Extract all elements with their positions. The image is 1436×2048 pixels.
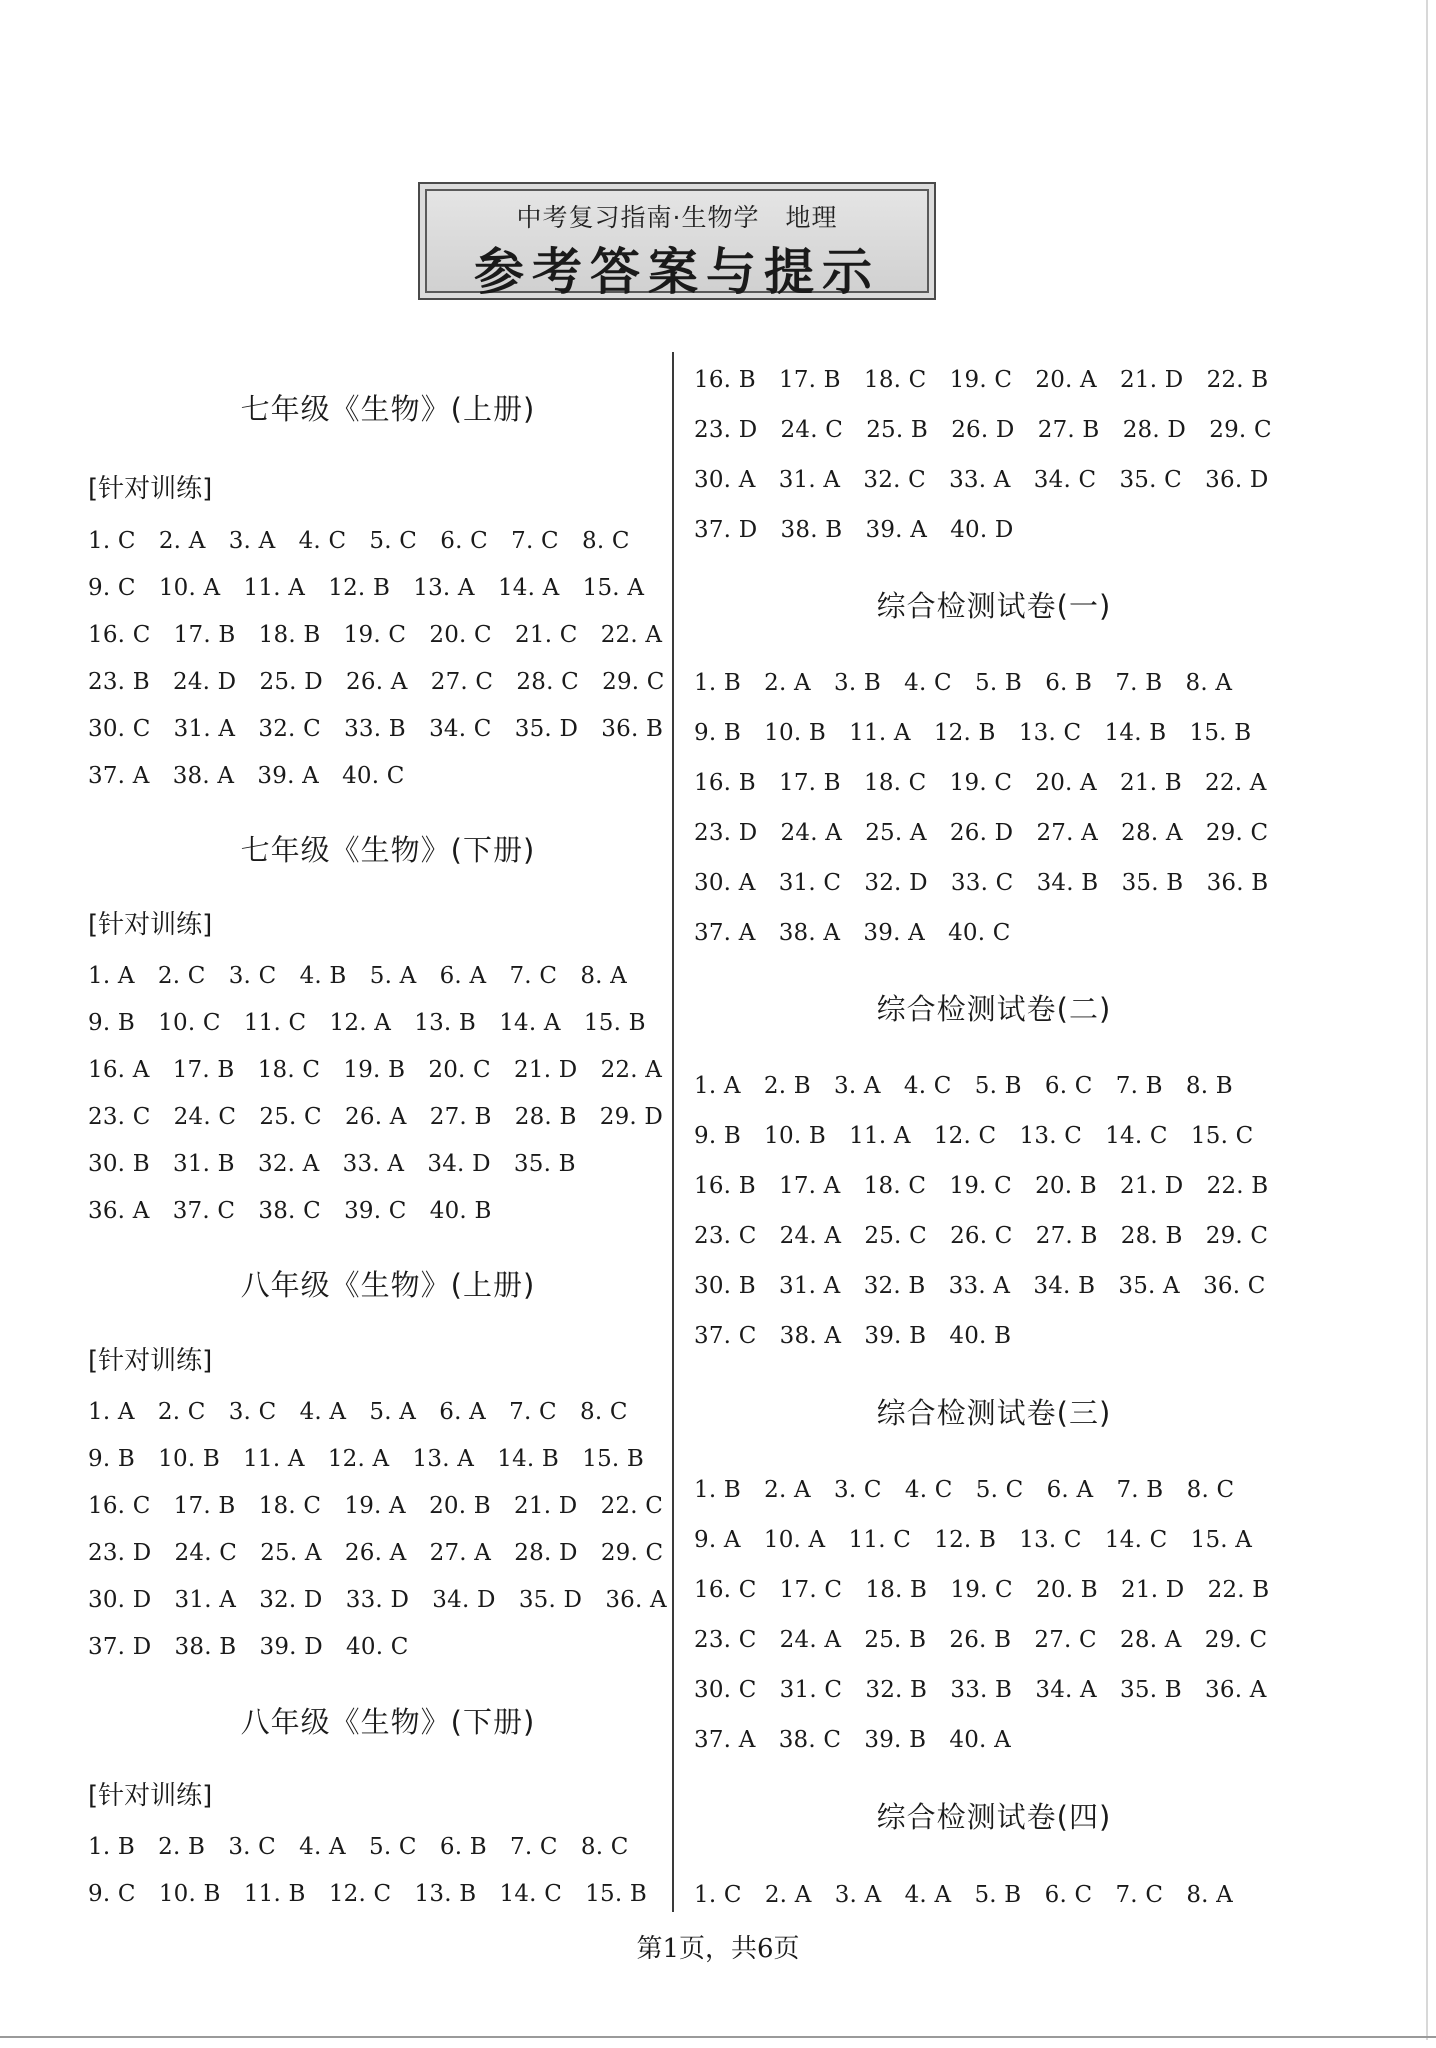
book-subtitle: 中考复习指南·生物学 地理 (516, 203, 838, 232)
training-label: [针对训练] (88, 1781, 213, 1811)
training-label: [针对训练] (88, 474, 213, 504)
answer-line: 9. A 10. A 11. C 12. B 13. C 14. C 15. A (694, 1527, 1253, 1553)
training-label: [针对训练] (88, 910, 213, 940)
answer-line: 36. A 37. C 38. C 39. C 40. B (88, 1198, 492, 1224)
answer-line: 1. B 2. A 3. C 4. C 5. C 6. A 7. B 8. C (694, 1477, 1235, 1503)
answer-line: 30. C 31. C 32. B 33. B 34. A 35. B 36. A (694, 1677, 1267, 1703)
answer-line: 30. B 31. A 32. B 33. A 34. B 35. A 36. C (694, 1273, 1266, 1299)
answer-line: 16. A 17. B 18. C 19. B 20. C 21. D 22. A (88, 1057, 663, 1083)
answer-line: 23. D 24. A 25. A 26. D 27. A 28. A 29. C (694, 820, 1269, 846)
answer-line: 16. C 17. B 18. B 19. C 20. C 21. C 22. A (88, 622, 663, 648)
answer-line: 16. B 17. A 18. C 19. C 20. B 21. D 22. B (694, 1173, 1269, 1199)
answer-line: 30. C 31. A 32. C 33. B 34. C 35. D 36. B (88, 716, 664, 742)
answer-title: 参考答案与提示 (474, 243, 880, 301)
answer-line: 9. C 10. A 11. A 12. B 13. A 14. A 15. A (88, 575, 645, 601)
page-number: 第1页，共6页 (636, 1934, 800, 1964)
answer-line: 9. C 10. B 11. B 12. C 13. B 14. C 15. B (88, 1881, 647, 1907)
answer-line: 30. A 31. C 32. D 33. C 34. B 35. B 36. B (694, 870, 1269, 896)
answer-line: 37. D 38. B 39. A 40. D (694, 517, 1014, 543)
training-label: [针对训练] (88, 1346, 213, 1376)
section-title-test-3: 综合检测试卷(三) (876, 1396, 1112, 1430)
answer-line: 30. A 31. A 32. C 33. A 34. C 35. C 36. D (694, 467, 1269, 493)
answer-line: 23. C 24. A 25. C 26. C 27. B 28. B 29. C (694, 1223, 1269, 1249)
answer-line: 1. B 2. B 3. C 4. A 5. C 6. B 7. C 8. C (88, 1834, 629, 1860)
answer-line: 30. B 31. B 32. A 33. A 34. D 35. B (88, 1151, 576, 1177)
page-bottom-edge (0, 2036, 1436, 2038)
section-title-grade8-up: 八年级《生物》(上册) (240, 1268, 536, 1302)
answer-line: 16. C 17. B 18. C 19. A 20. B 21. D 22. C (88, 1493, 664, 1519)
answer-line: 23. C 24. A 25. B 26. B 27. C 28. A 29. C (694, 1627, 1268, 1653)
answer-line: 1. C 2. A 3. A 4. C 5. C 6. C 7. C 8. C (88, 528, 630, 554)
answer-line: 1. C 2. A 3. A 4. A 5. B 6. C 7. C 8. A (694, 1882, 1233, 1908)
answer-line: 37. A 38. A 39. A 40. C (694, 920, 1011, 946)
answer-line: 16. C 17. C 18. B 19. C 20. B 21. D 22. B (694, 1577, 1270, 1603)
section-title-grade8-down: 八年级《生物》(下册) (240, 1705, 536, 1739)
answer-line: 9. B 10. B 11. A 12. C 13. C 14. C 15. C (694, 1123, 1254, 1149)
answer-line: 1. A 2. B 3. A 4. C 5. B 6. C 7. B 8. B (694, 1073, 1233, 1099)
answer-line: 23. B 24. D 25. D 26. A 27. C 28. C 29. C (88, 669, 665, 695)
answer-line: 1. A 2. C 3. C 4. B 5. A 6. A 7. C 8. A (88, 963, 627, 989)
answer-line: 9. B 10. B 11. A 12. A 13. A 14. B 15. B (88, 1446, 645, 1472)
section-title-grade7-down: 七年级《生物》(下册) (240, 833, 536, 867)
column-divider (672, 352, 674, 1912)
answer-line: 9. B 10. C 11. C 12. A 13. B 14. A 15. B (88, 1010, 646, 1036)
answer-line: 37. C 38. A 39. B 40. B (694, 1323, 1012, 1349)
answer-line: 9. B 10. B 11. A 12. B 13. C 14. B 15. B (694, 720, 1252, 746)
section-title-test-2: 综合检测试卷(二) (876, 992, 1112, 1026)
answer-line: 1. B 2. A 3. B 4. C 5. B 6. B 7. B 8. A (694, 670, 1233, 696)
answer-line: 30. D 31. A 32. D 33. D 34. D 35. D 36. A (88, 1587, 667, 1613)
answer-line: 37. A 38. A 39. A 40. C (88, 763, 405, 789)
answer-line: 16. B 17. B 18. C 19. C 20. A 21. B 22. A (694, 770, 1267, 796)
answer-header-banner (418, 182, 936, 300)
answer-line: 23. D 24. C 25. A 26. A 27. A 28. D 29. C (88, 1540, 664, 1566)
answer-line: 23. D 24. C 25. B 26. D 27. B 28. D 29. C (694, 417, 1272, 443)
answer-line: 1. A 2. C 3. C 4. A 5. A 6. A 7. C 8. C (88, 1399, 628, 1425)
section-title-grade7-up: 七年级《生物》(上册) (240, 392, 536, 426)
section-title-test-1: 综合检测试卷(一) (876, 589, 1112, 623)
answer-line: 16. B 17. B 18. C 19. C 20. A 21. D 22. B (694, 367, 1269, 393)
section-title-test-4: 综合检测试卷(四) (876, 1800, 1112, 1834)
answer-line: 37. A 38. C 39. B 40. A (694, 1727, 1011, 1753)
answer-line: 37. D 38. B 39. D 40. C (88, 1634, 409, 1660)
page-right-edge (1426, 0, 1428, 2040)
answer-line: 23. C 24. C 25. C 26. A 27. B 28. B 29. D (88, 1104, 664, 1130)
